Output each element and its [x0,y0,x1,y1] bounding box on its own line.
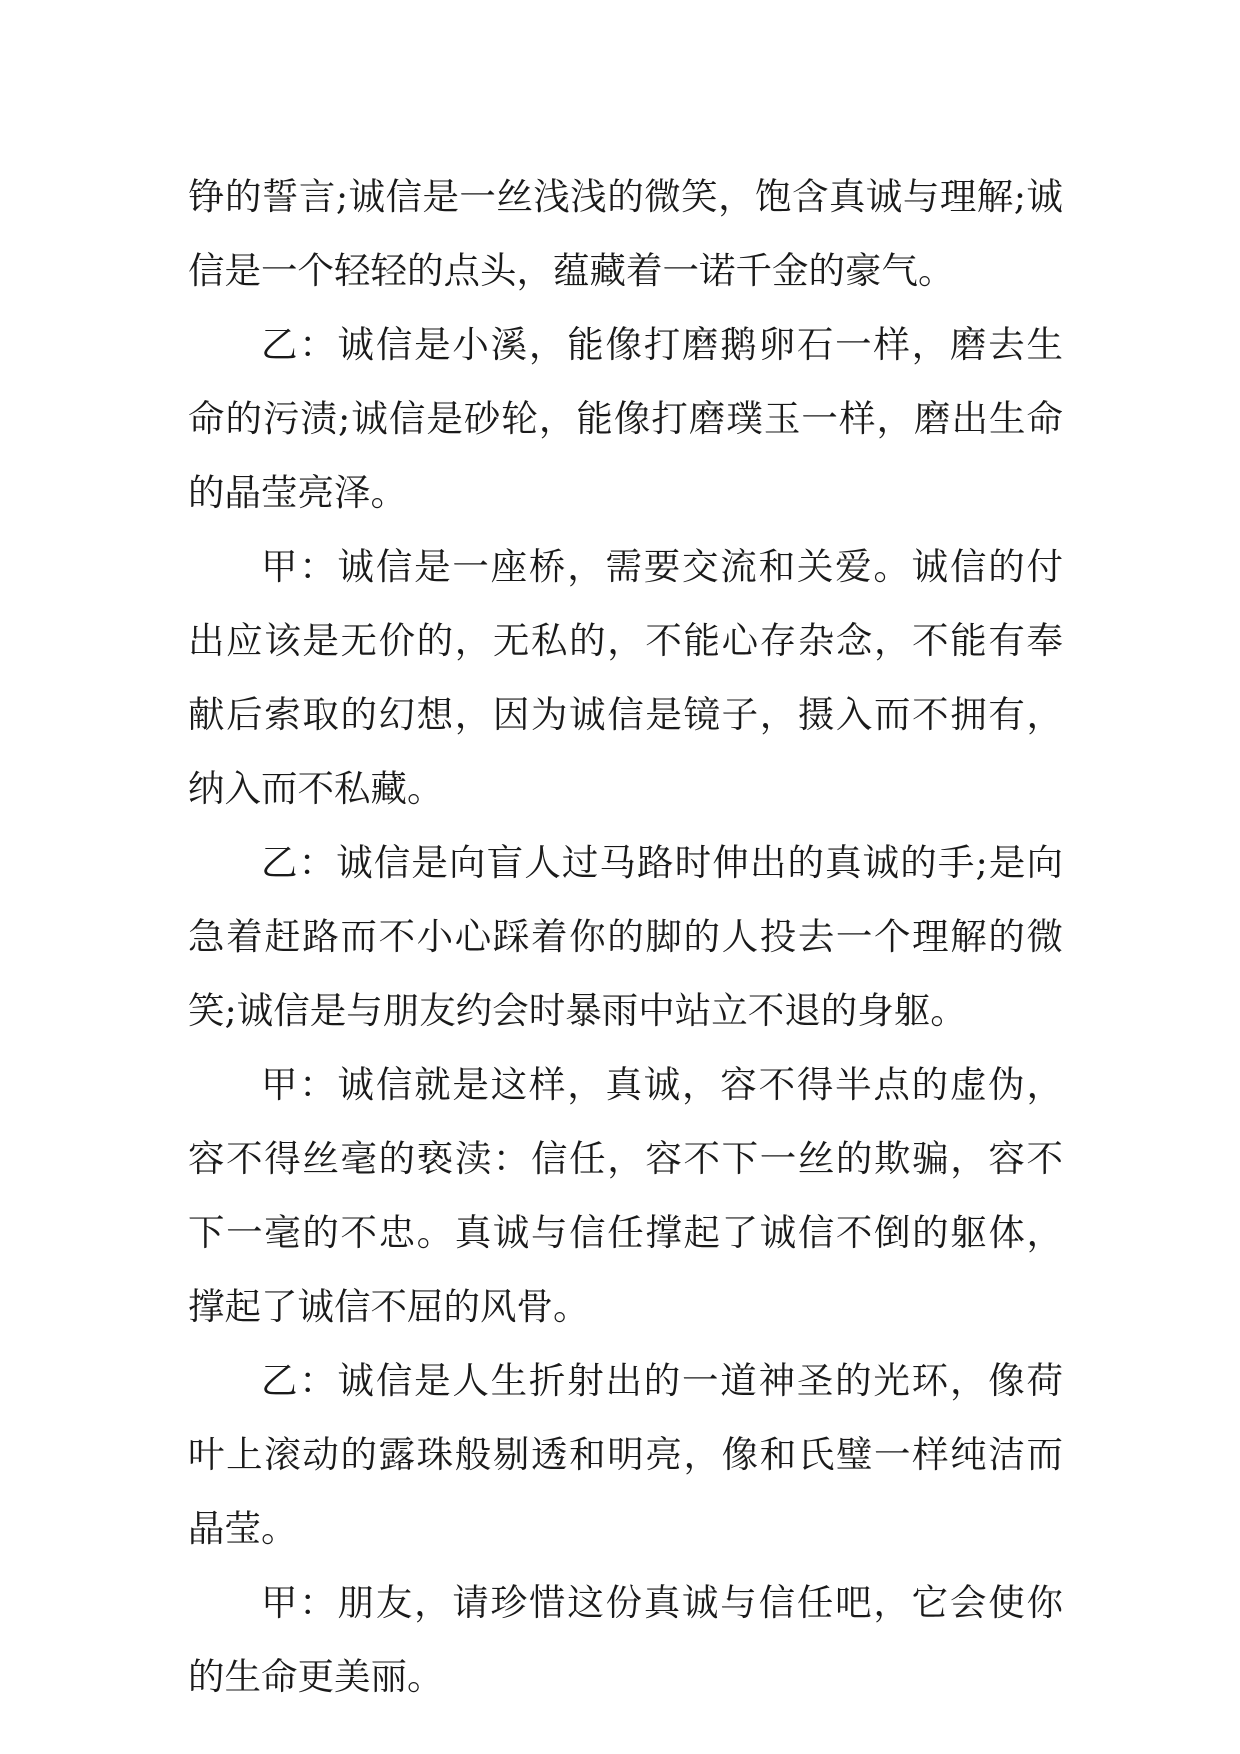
paragraph: 甲：诚信是一座桥，需要交流和关爱。诚信的付出应该是无价的，无私的，不能心存杂念，不能有奉献后索取的幻想，因为诚信是镜子，摄入而不拥有，纳入而不私藏。 [188,545,1063,810]
paragraph: 乙：诚信是小溪，能像打磨鹅卵石一样，磨去生命的污渍;诚信是砂轮，能像打磨璞玉一样，磨出生命的晶莹亮泽。 [188,323,1063,514]
document-body [188,160,1063,1714]
paragraph: 铮的誓言;诚信是一丝浅浅的微笑，饱含真诚与理解;诚信是一个轻轻的点头，蕴藏着一诺千金的豪气。 [188,175,1063,292]
paragraph: 乙：诚信是人生折射出的一道神圣的光环，像荷叶上滚动的露珠般剔透和明亮，像和氏璧一样纯洁而晶莹。 [188,1359,1063,1550]
paragraph: 甲：诚信就是这样，真诚，容不得半点的虚伪，容不得丝毫的亵渎：信任，容不下一丝的欺骗，容不下一毫的不忠。真诚与信任撑起了诚信不倒的躯体，撑起了诚信不屈的风骨。 [188,1063,1063,1328]
paragraph: 甲：朋友，请珍惜这份真诚与信任吧，它会使你的生命更美丽。 [188,1581,1063,1698]
paragraph: 乙：诚信是向盲人过马路时伸出的真诚的手;是向急着赶路而不小心踩着你的脚的人投去一个理解的微笑;诚信是与朋友约会时暴雨中站立不退的身躯。 [188,841,1063,1032]
